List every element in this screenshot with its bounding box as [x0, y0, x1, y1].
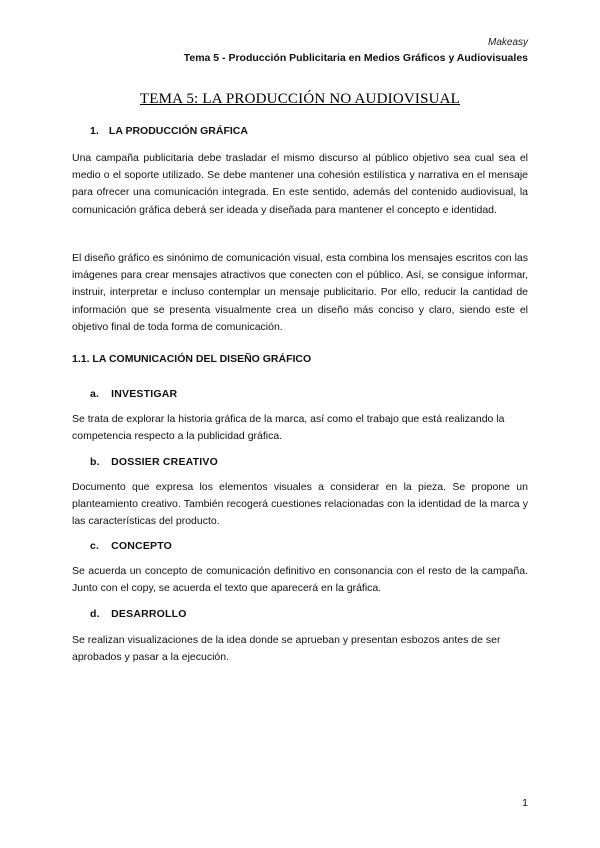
header-brand: Makeasy: [487, 37, 528, 48]
page-number: 1: [522, 797, 528, 809]
step-heading: [90, 388, 177, 400]
step-heading: [90, 540, 172, 552]
step-title: DOSSIER CREATIVO: [111, 456, 218, 468]
subsection-heading: 1.1. LA COMUNICACIÓN DEL DISEÑO GRÁFICO: [72, 353, 312, 365]
page-title: TEMA 5: LA PRODUCCIÓN NO AUDIOVISUAL: [139, 91, 461, 107]
step-text: Se acuerda un concepto de comunicación definitivo en consonancia con el resto de la campaña. Junto con el copy, se acuerda el texto que aparecerá en la gráfica.: [72, 565, 528, 595]
step-text: Documento que expresa los elementos visuales a considerar en la pieza. Se propone un planteamiento creativo. También recogerá cuestiones relacionadas con la identidad de la marca y las características del producto.: [72, 481, 528, 528]
step-letter: b.: [90, 456, 100, 468]
section-title: LA PRODUCCIÓN GRÁFICA: [108, 125, 248, 137]
step-title: DESARROLLO: [111, 608, 187, 620]
step-letter: a.: [90, 388, 100, 400]
paragraph: El diseño gráfico es sinónimo de comunicación visual, esta combina los mensajes escritos con las imágenes para crear mensajes atractivos que conecten con el público. Así, se consigue informar, instruir, interpretar e incluso contemplar un mensaje publicitario. Por ello, reducir la cantidad de información que se presenta visualmente crea un diseño más conciso y claro, siendo este el objetivo final de toda forma de comunicación.: [72, 252, 528, 333]
step-text: Se trata de explorar la historia gráfica de la marca, así como el trabajo que está realizando la competencia respecto a la publicidad gráfica.: [72, 413, 505, 443]
step-heading: [90, 608, 187, 620]
step-letter: d.: [90, 608, 100, 620]
step-text: Se realizan visualizaciones de la idea donde se aprueban y presentan esbozos antes de ser aprobados y pasar a la ejecución.: [72, 634, 501, 664]
step-title: CONCEPTO: [111, 540, 173, 552]
paragraph: Una campaña publicitaria debe trasladar el mismo discurso al público objetivo sea cual sea el medio o el soporte utilizado. Se debe mantener una cohesión estilística y narrativa en el mensaje para ofrecer una comunicación integrada. En este sentido, además del contenido audiovisual, la comunicación gráfica deberá ser ideada y diseñada para mantener el concepto e identidad.: [72, 152, 528, 216]
section-number: 1.: [90, 125, 99, 137]
step-letter: c.: [90, 540, 100, 552]
section-heading: [90, 125, 248, 137]
header-subtitle: Tema 5 - Producción Publicitaria en Medios Gráficos y Audiovisuales: [183, 52, 528, 64]
step-title: INVESTIGAR: [111, 388, 178, 400]
step-heading: [90, 456, 218, 468]
